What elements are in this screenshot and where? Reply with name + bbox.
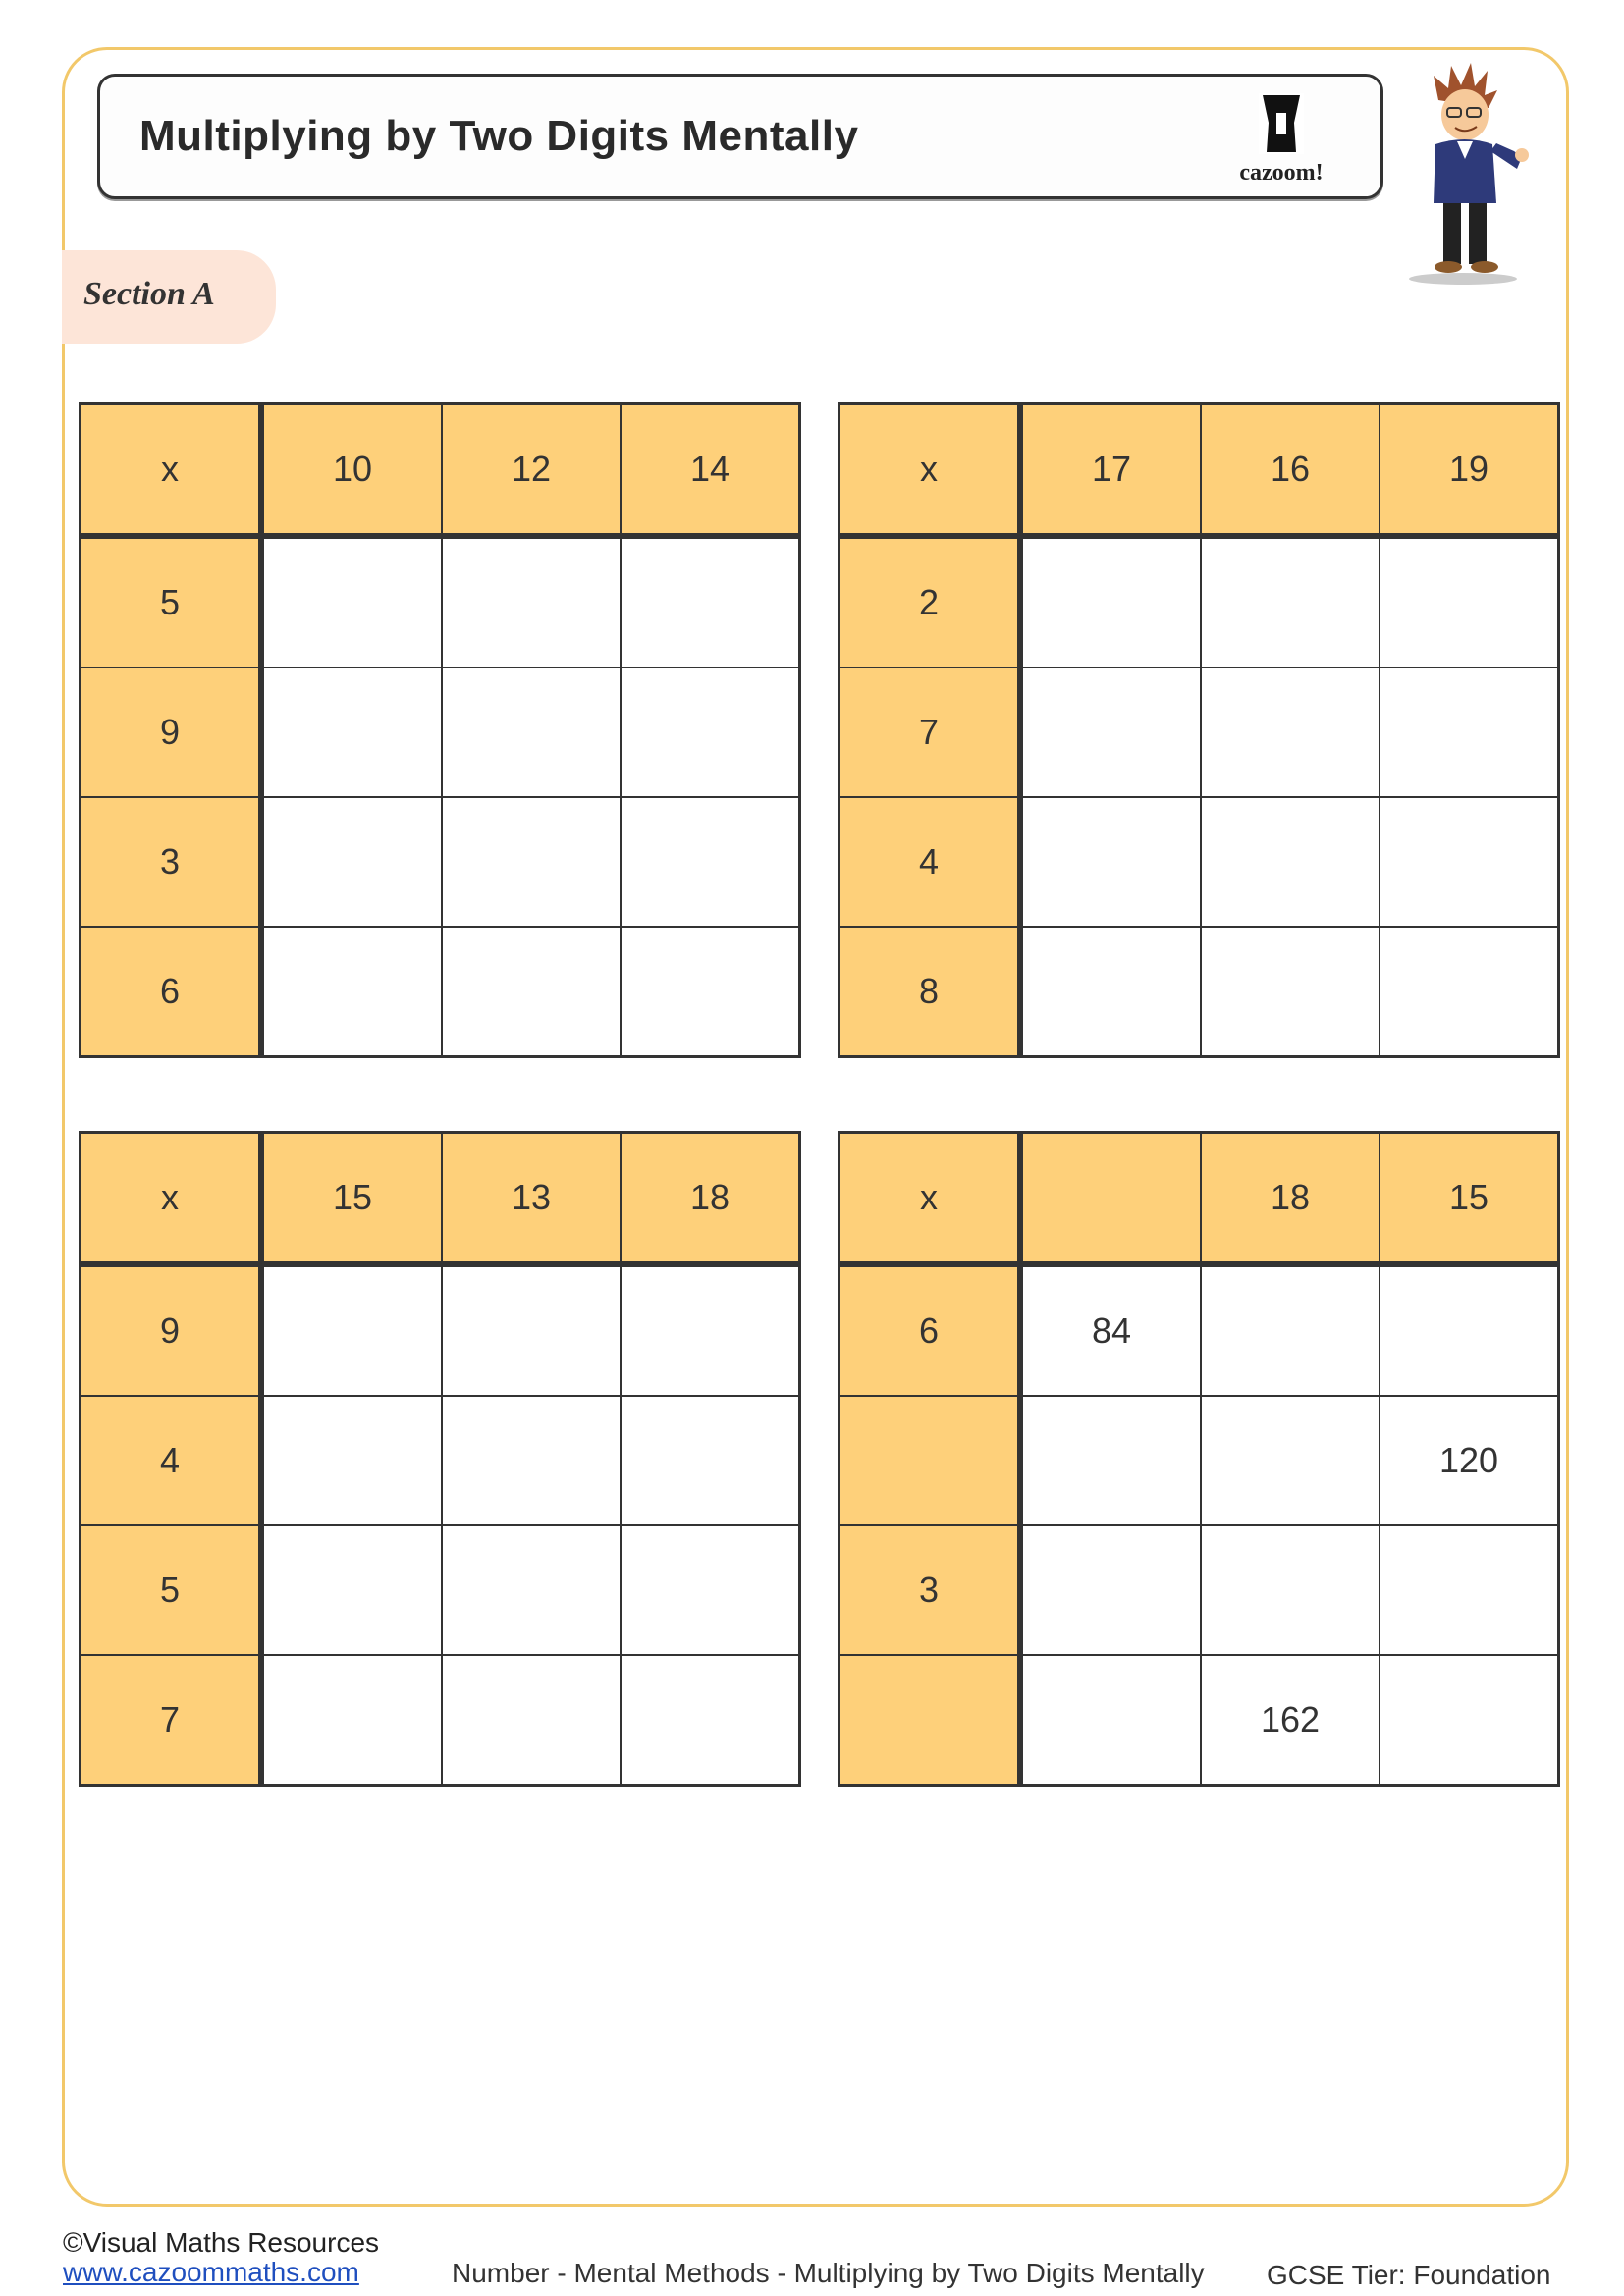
answer-cell[interactable] [1020, 797, 1201, 927]
column-header: 16 [1201, 404, 1380, 537]
answer-cell[interactable] [1020, 1396, 1201, 1525]
answer-cell[interactable] [442, 667, 621, 797]
answer-cell[interactable] [261, 667, 442, 797]
row-header: 4 [839, 797, 1021, 927]
answer-cell[interactable] [261, 1396, 442, 1525]
answer-cell[interactable] [261, 1525, 442, 1655]
corner-cell: x [839, 1133, 1021, 1265]
column-header [1020, 1133, 1201, 1265]
column-header: 14 [621, 404, 800, 537]
corner-cell: x [839, 404, 1021, 537]
section-tab [62, 250, 276, 344]
answer-cell[interactable] [1380, 797, 1559, 927]
footer-copyright-block [63, 2228, 379, 2287]
answer-cell[interactable] [1380, 1655, 1559, 1786]
column-header: 10 [261, 404, 442, 537]
answer-cell[interactable] [621, 1525, 800, 1655]
answer-cell[interactable] [621, 1264, 800, 1396]
answer-cell[interactable] [1201, 1396, 1380, 1525]
section-label: Section A [83, 276, 215, 312]
multiplication-grid-1 [79, 402, 801, 1058]
answer-cell[interactable]: 120 [1380, 1396, 1559, 1525]
logo-graphic [1218, 83, 1345, 162]
row-header: 2 [839, 536, 1021, 667]
column-header: 13 [442, 1133, 621, 1265]
footer-tier: GCSE Tier: Foundation [1267, 2260, 1551, 2290]
answer-cell[interactable] [261, 797, 442, 927]
row-header: 5 [81, 536, 262, 667]
answer-cell[interactable] [442, 1655, 621, 1786]
row-header: 9 [81, 667, 262, 797]
row-header: 7 [839, 667, 1021, 797]
answer-cell[interactable] [621, 1396, 800, 1525]
column-header: 15 [261, 1133, 442, 1265]
row-header: 9 [81, 1264, 262, 1396]
row-header: 4 [81, 1396, 262, 1525]
multiplication-grid-4 [838, 1131, 1560, 1787]
corner-cell: x [81, 1133, 262, 1265]
answer-cell[interactable] [442, 927, 621, 1057]
answer-cell[interactable] [1380, 1525, 1559, 1655]
answer-cell[interactable] [1380, 927, 1559, 1057]
answer-cell[interactable] [1201, 1264, 1380, 1396]
cazoom-logo-icon [1218, 83, 1345, 191]
row-header: 3 [81, 797, 262, 927]
answer-cell[interactable] [621, 1655, 800, 1786]
column-header: 18 [621, 1133, 800, 1265]
answer-cell[interactable] [621, 797, 800, 927]
multiplication-grid-3 [79, 1131, 801, 1787]
answer-cell[interactable] [1201, 927, 1380, 1057]
answer-cell[interactable] [442, 1264, 621, 1396]
answer-cell[interactable] [261, 1655, 442, 1786]
answer-cell[interactable]: 162 [1201, 1655, 1380, 1786]
column-header: 12 [442, 404, 621, 537]
row-header: 8 [839, 927, 1021, 1057]
answer-cell[interactable] [1201, 536, 1380, 667]
column-header: 15 [1380, 1133, 1559, 1265]
page-title: Multiplying by Two Digits Mentally [139, 112, 859, 160]
answer-cell[interactable]: 84 [1020, 1264, 1201, 1396]
page-frame [62, 47, 1569, 2207]
answer-cell[interactable] [1201, 667, 1380, 797]
answer-cell[interactable] [621, 667, 800, 797]
title-box [97, 74, 1383, 199]
corner-cell: x [81, 404, 262, 537]
row-header: 5 [81, 1525, 262, 1655]
answer-cell[interactable] [442, 1396, 621, 1525]
answer-cell[interactable] [1380, 536, 1559, 667]
answer-cell[interactable] [1020, 1655, 1201, 1786]
row-header: 6 [839, 1264, 1021, 1396]
answer-cell[interactable] [1020, 1525, 1201, 1655]
mascot-boy-icon [1394, 61, 1542, 287]
answer-cell[interactable] [261, 536, 442, 667]
answer-cell[interactable] [1020, 927, 1201, 1057]
answer-cell[interactable] [261, 927, 442, 1057]
footer-website-link[interactable]: www.cazoommaths.com [63, 2257, 359, 2287]
answer-cell[interactable] [1020, 667, 1201, 797]
column-header: 18 [1201, 1133, 1380, 1265]
answer-cell[interactable] [1020, 536, 1201, 667]
answer-cell[interactable] [621, 927, 800, 1057]
answer-cell[interactable] [1380, 1264, 1559, 1396]
column-header: 19 [1380, 404, 1559, 537]
row-header [839, 1655, 1021, 1786]
answer-cell[interactable] [621, 536, 800, 667]
row-header: 6 [81, 927, 262, 1057]
footer-copyright: ©Visual Maths Resources [63, 2227, 380, 2258]
row-header: 7 [81, 1655, 262, 1786]
answer-cell[interactable] [1380, 667, 1559, 797]
row-header: 3 [839, 1525, 1021, 1655]
row-header [839, 1396, 1021, 1525]
answer-cell[interactable] [1201, 1525, 1380, 1655]
answer-cell[interactable] [261, 1264, 442, 1396]
answer-cell[interactable] [442, 1525, 621, 1655]
answer-cell[interactable] [1201, 797, 1380, 927]
answer-cell[interactable] [442, 536, 621, 667]
logo-text: cazoom! [1239, 160, 1324, 186]
footer-topic: Number - Mental Methods - Multiplying by Two Digits Mentally [452, 2258, 1205, 2288]
column-header: 17 [1020, 404, 1201, 537]
answer-cell[interactable] [442, 797, 621, 927]
multiplication-grid-2 [838, 402, 1560, 1058]
